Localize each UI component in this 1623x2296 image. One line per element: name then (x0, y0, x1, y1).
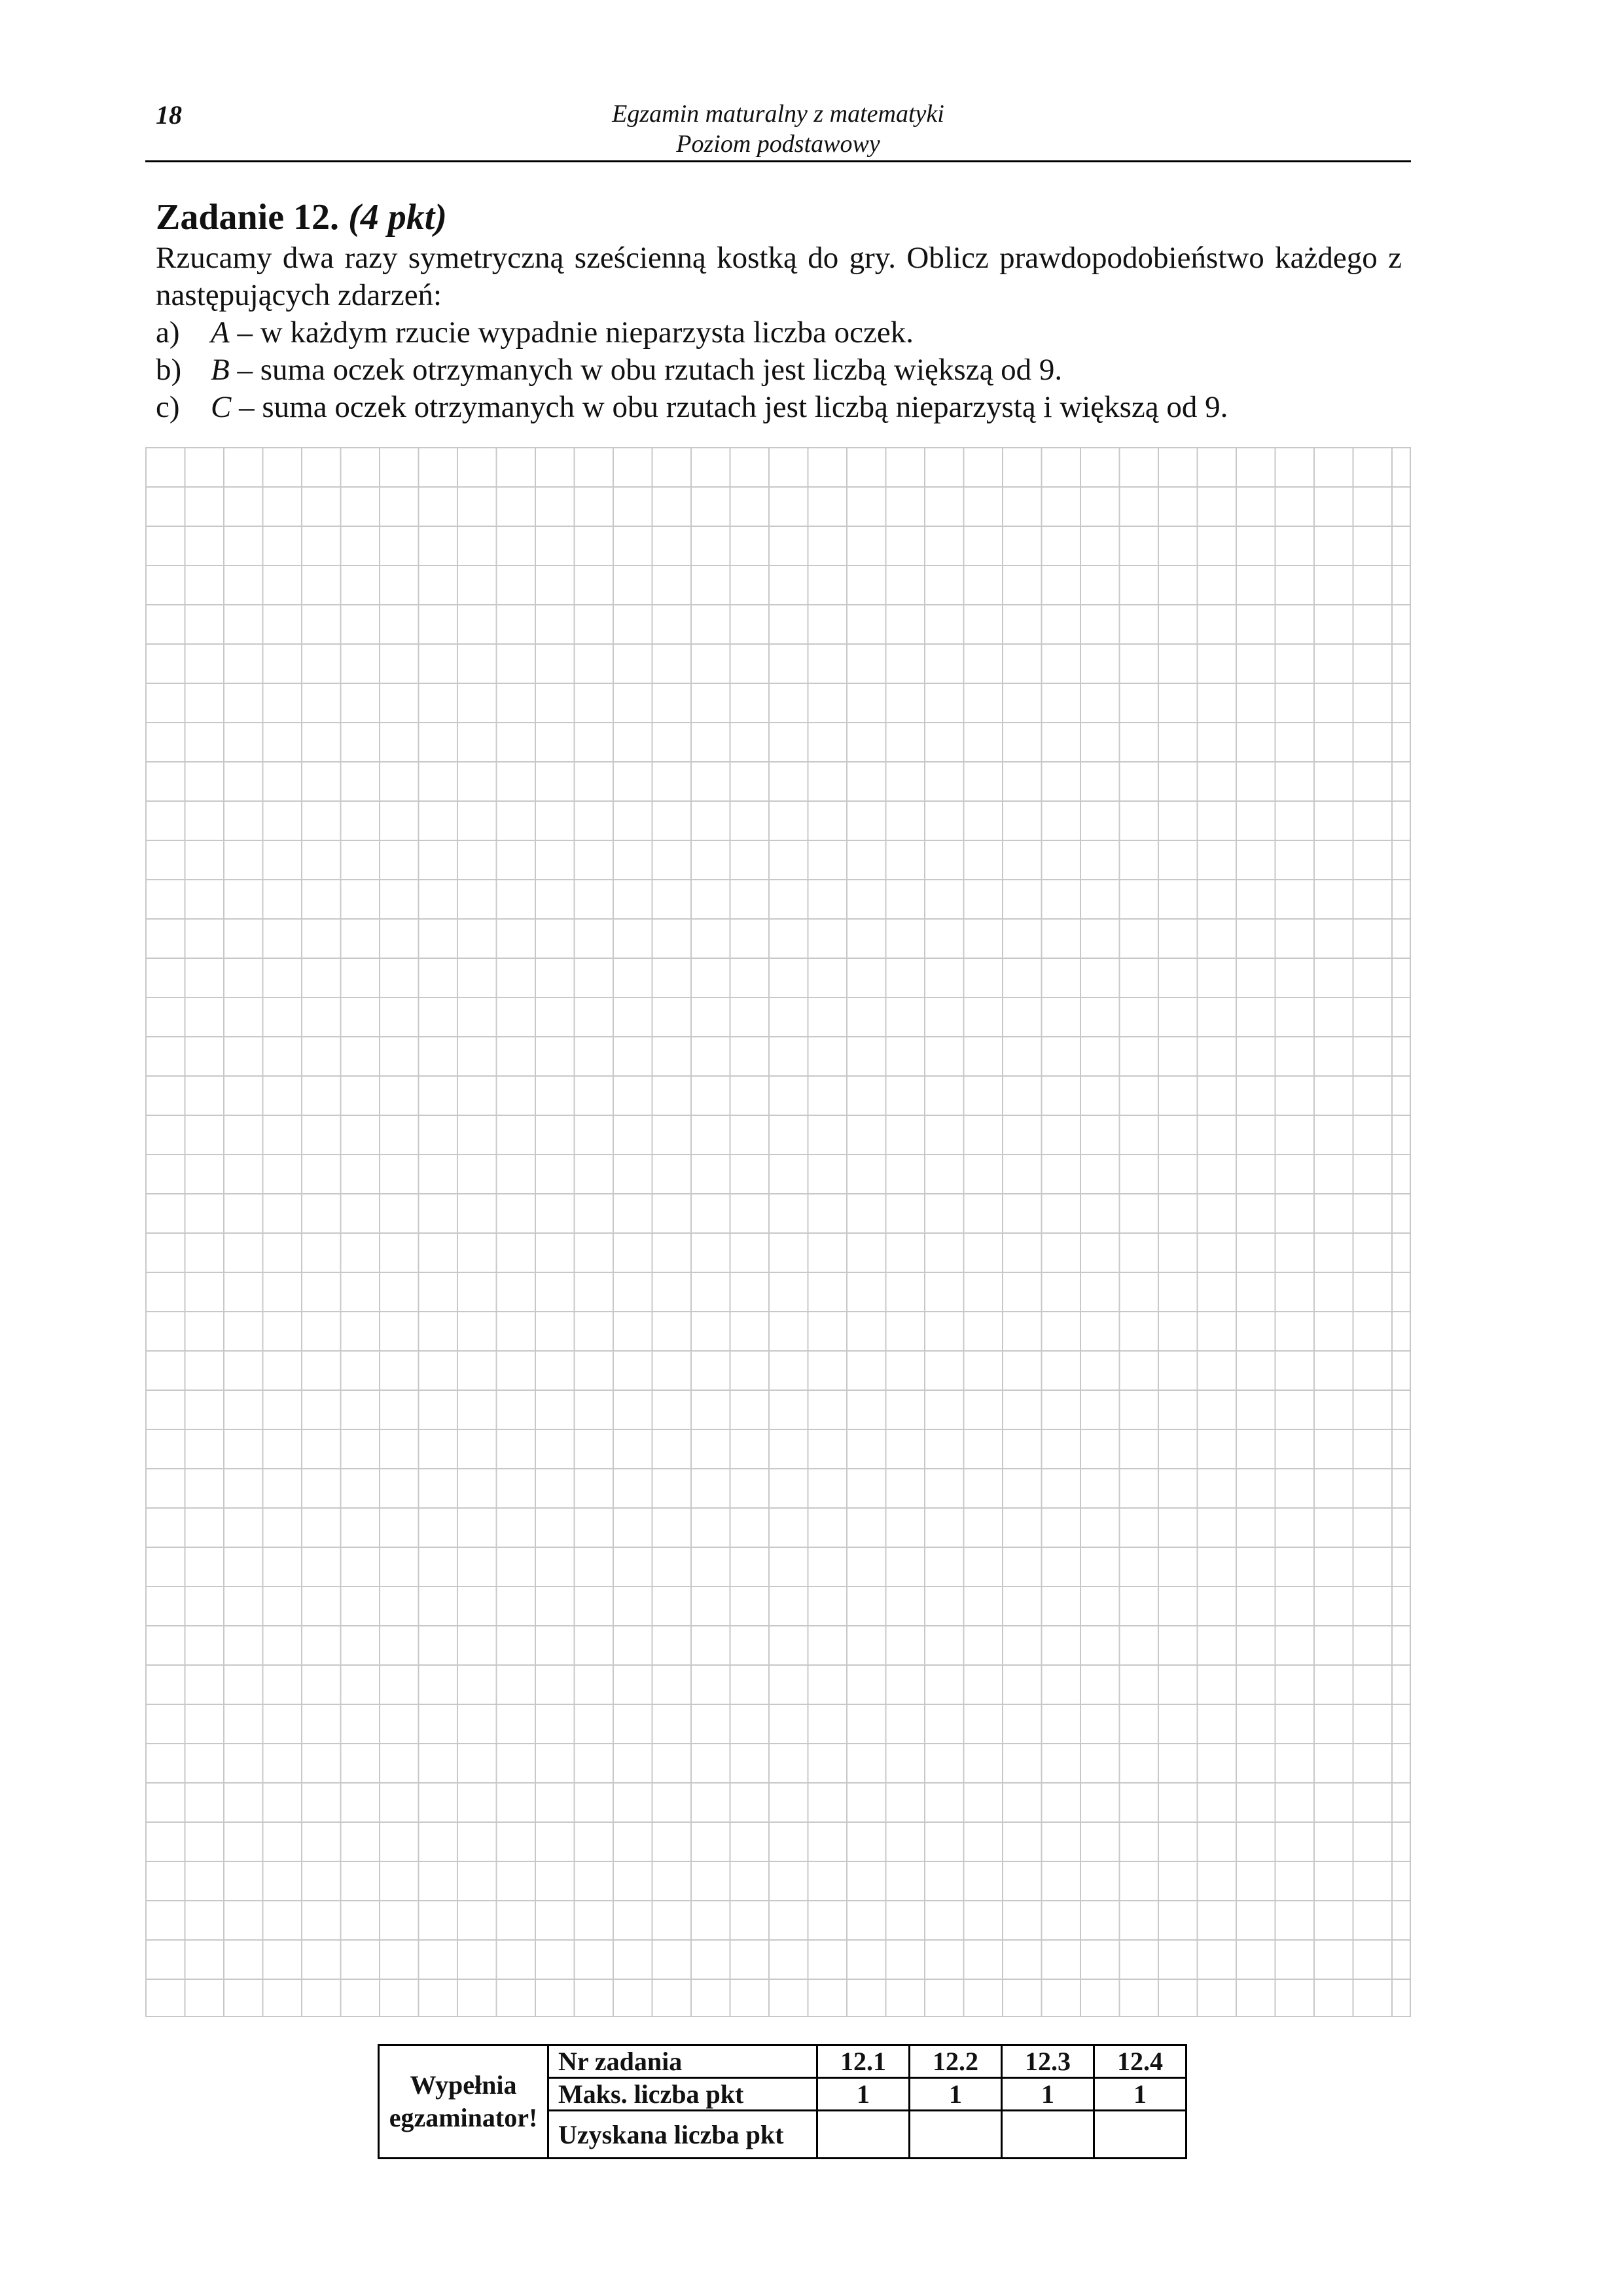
task-intro: Rzucamy dwa razy symetryczną sześcienną kostką do gry. Oblicz prawdopodobieństwo każdego z następujących zdarzeń: (156, 241, 1402, 312)
obtained-points-cell[interactable] (1094, 2111, 1186, 2159)
task-number-cell: 12.1 (817, 2045, 910, 2078)
event-variable: C (211, 390, 232, 424)
task-number-cell: 12.2 (910, 2045, 1002, 2078)
answer-grid[interactable] (145, 447, 1411, 2017)
obtained-points-cell[interactable] (817, 2111, 910, 2159)
row-label-task-number: Nr zadania (548, 2045, 817, 2078)
filled-by-label: Wypełnia egzaminator! (379, 2045, 548, 2159)
max-points-cell: 1 (1002, 2078, 1094, 2111)
task-heading (156, 196, 447, 238)
obtained-points-cell[interactable] (910, 2111, 1002, 2159)
event-variable: A (211, 315, 230, 350)
task-number-cell: 12.4 (1094, 2045, 1186, 2078)
grading-table (378, 2044, 1187, 2159)
header-divider (145, 160, 1411, 162)
task-item-c (156, 389, 1402, 426)
item-label: b) (156, 353, 182, 387)
task-body (156, 240, 1402, 426)
item-text: – w każdym rzucie wypadnie nieparzysta liczba oczek. (229, 315, 914, 350)
task-title: Zadanie 12. (156, 197, 340, 238)
item-label: c) (156, 390, 180, 424)
exam-level: Poziom podstawowy (676, 130, 880, 158)
obtained-points-cell[interactable] (1002, 2111, 1094, 2159)
row-label-max-points: Maks. liczba pkt (548, 2078, 817, 2111)
event-variable: B (211, 353, 230, 387)
row-label-obtained-points: Uzyskana liczba pkt (548, 2111, 817, 2159)
task-number-cell: 12.3 (1002, 2045, 1094, 2078)
exam-title: Egzamin maturalny z matematyki (612, 100, 944, 128)
table-row (379, 2045, 1186, 2078)
max-points-cell: 1 (910, 2078, 1002, 2111)
item-text: – suma oczek otrzymanych w obu rzutach jest liczbą nieparzystą i większą od 9. (231, 390, 1228, 424)
item-text: – suma oczek otrzymanych w obu rzutach jest liczbą większą od 9. (229, 353, 1063, 387)
max-points-cell: 1 (1094, 2078, 1186, 2111)
task-item-b (156, 351, 1402, 389)
page-number: 18 (156, 100, 182, 130)
item-label: a) (156, 315, 180, 350)
task-points: (4 pkt) (348, 197, 447, 238)
max-points-cell: 1 (817, 2078, 910, 2111)
task-item-a (156, 314, 1402, 351)
page-header (145, 97, 1411, 162)
